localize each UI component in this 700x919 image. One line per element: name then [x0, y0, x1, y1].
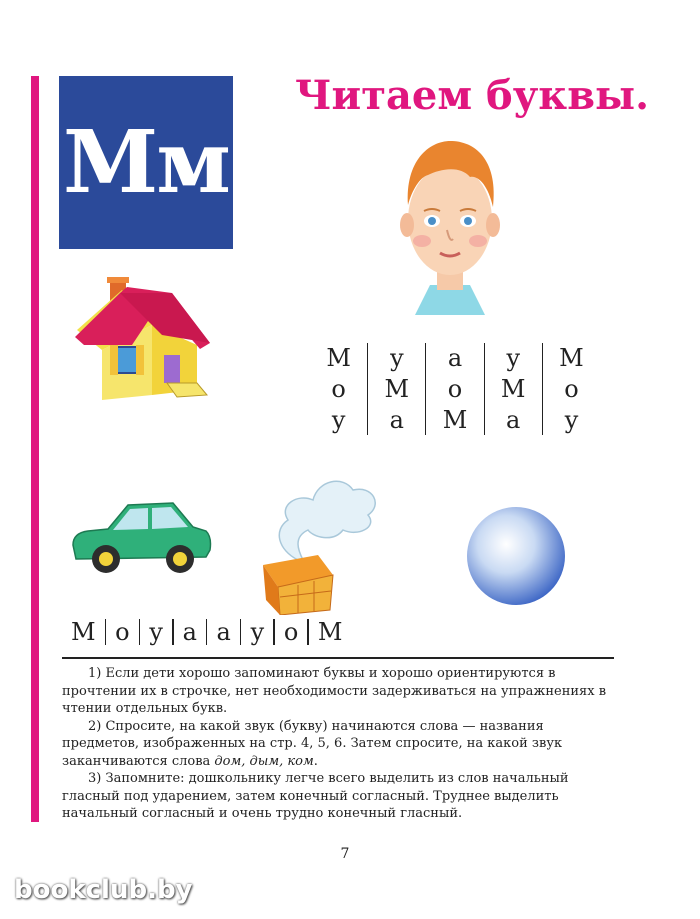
- grid-cell: М: [500, 375, 526, 403]
- watermark-logo: bookclub.by: [14, 875, 193, 905]
- grid-cell: а: [389, 406, 404, 434]
- row-cell: у: [149, 618, 164, 646]
- note-2: [62, 718, 622, 771]
- sidebar-stripe: [31, 76, 39, 822]
- grid-cell: у: [331, 406, 346, 434]
- grid-column: [543, 343, 600, 435]
- grid-cell: о: [564, 375, 579, 403]
- teacher-notes: [62, 665, 622, 823]
- boy-face-image: [390, 135, 510, 315]
- note-2-text: 2) Спросите, на какой звук (букву) начинаются слова — названия предметов, изображенных на стр. 4, 5, 6. Затем спросите, на какой звук заканчиваются слова: [62, 718, 563, 769]
- grid-column: [310, 343, 368, 435]
- note-2-words: дом, дым, ком: [214, 753, 314, 769]
- note-3: 3) Запомните: дошкольнику легче всего выделить из слов начальный гласный под ударением, затем конечный согласный. Труднее выделить начальный согласный и очень трудно конечный гласный.: [62, 771, 569, 821]
- row-cell: а: [216, 618, 231, 646]
- notes-divider: [62, 657, 614, 659]
- letter-grid: [310, 343, 600, 435]
- page-number: 7: [340, 846, 350, 862]
- house-image: [72, 275, 212, 405]
- grid-cell: а: [506, 406, 521, 434]
- grid-cell: М: [326, 344, 351, 372]
- grid-cell: о: [331, 375, 346, 403]
- letter-box: [59, 76, 233, 249]
- row-cell: у: [250, 618, 265, 646]
- grid-column: [485, 343, 543, 435]
- row-cell: о: [115, 618, 130, 646]
- grid-cell: М: [559, 344, 584, 372]
- row-cell: а: [182, 618, 197, 646]
- grid-cell: о: [447, 375, 463, 403]
- row-cell: М: [317, 618, 343, 646]
- note-2-end: .: [313, 753, 318, 769]
- chimney-smoke-image: [258, 465, 383, 615]
- grid-cell: М: [384, 375, 410, 403]
- grid-column: [426, 343, 484, 435]
- grid-cell: у: [389, 344, 404, 372]
- row-cell: о: [283, 618, 299, 646]
- grid-cell: у: [506, 344, 521, 372]
- car-image: [68, 495, 214, 580]
- ball-image: [465, 505, 567, 607]
- page-title: Читаем буквы.: [295, 72, 650, 119]
- letter-label: Мм: [63, 112, 229, 213]
- row-cell: М: [71, 618, 96, 646]
- grid-cell: у: [564, 406, 579, 434]
- grid-column: [368, 343, 426, 435]
- letter-row: [62, 617, 351, 647]
- note-1: 1) Если дети хорошо запоминают буквы и хорошо ориентируются в прочтении их в строчке, нет необходимости задерживаться на упражнениях в чтении отдельных букв.: [62, 666, 607, 716]
- grid-cell: а: [447, 344, 463, 372]
- grid-cell: М: [442, 406, 468, 434]
